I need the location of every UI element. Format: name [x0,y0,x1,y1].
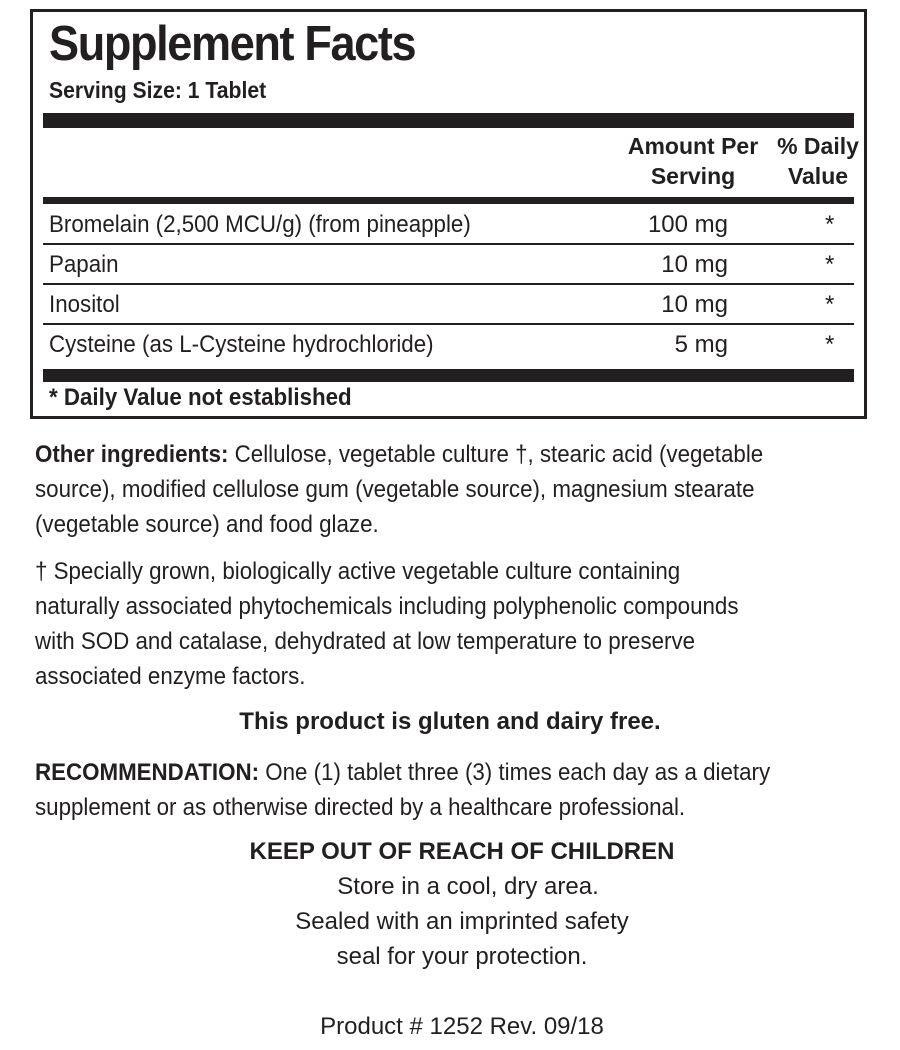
divider-bar [43,369,854,382]
daily-value-footnote: * Daily Value not established [49,384,352,411]
supplement-facts-panel [30,9,867,419]
divider-bar [43,197,854,204]
ingredient-amount: 10 mg [661,291,728,318]
seal-notice-line2: seal for your protection. [336,943,588,970]
child-warning: KEEP OUT OF REACH OF CHILDREN [249,838,675,865]
ingredient-daily-value: * [825,251,835,278]
ingredient-amount: 10 mg [661,251,728,278]
ingredient-name: Bromelain (2,500 MCU/g) (from pineapple) [49,211,471,238]
storage-instructions: Store in a cool, dry area. [337,873,599,900]
other-ingredients-label: Other ingredients: [35,441,229,468]
ingredient-daily-value: * [825,291,835,318]
amount-per-serving-header: Amount Per Serving [627,133,759,189]
daily-value-header: % Daily Value [777,133,859,189]
ingredient-daily-value: * [825,211,835,238]
ingredient-row [43,285,854,325]
seal-notice-line1: Sealed with an imprinted safety [295,908,629,935]
ingredient-amount: 5 mg [674,331,728,358]
culture-note: † Specially grown, biologically active vegetable culture containing naturally associated phytochemicals including polyphenolic compounds with SOD and catalase, dehydrated at low temperature to preserve associated enzyme factors. [35,558,739,690]
divider-bar [43,113,854,128]
product-number: Product # 1252 Rev. 09/18 [320,1013,604,1040]
ingredient-amount: 100 mg [647,211,728,238]
ingredient-name: Papain [49,251,119,278]
ingredient-row [43,245,854,285]
ingredient-name: Inositol [49,291,120,318]
facts-title: Supplement Facts [49,17,416,71]
other-ingredients: Other ingredients: Cellulose, vegetable culture †, stearic acid (vegetable source), modified cellulose gum (vegetable source), magnesium stearate (vegetable source) and food glaze. [35,441,764,538]
gluten-free-statement: This product is gluten and dairy free. [239,708,661,735]
ingredient-row [43,325,854,365]
serving-size: Serving Size: 1 Tablet [49,77,267,103]
recommendation: RECOMMENDATION: One (1) tablet three (3) times each day as a dietary supplement or as otherwise directed by a healthcare professional. [35,759,771,821]
ingredient-daily-value: * [825,331,835,358]
recommendation-label: RECOMMENDATION: [35,759,260,786]
ingredient-name: Cysteine (as L-Cysteine hydrochloride) [49,331,434,358]
ingredient-row [43,205,854,245]
